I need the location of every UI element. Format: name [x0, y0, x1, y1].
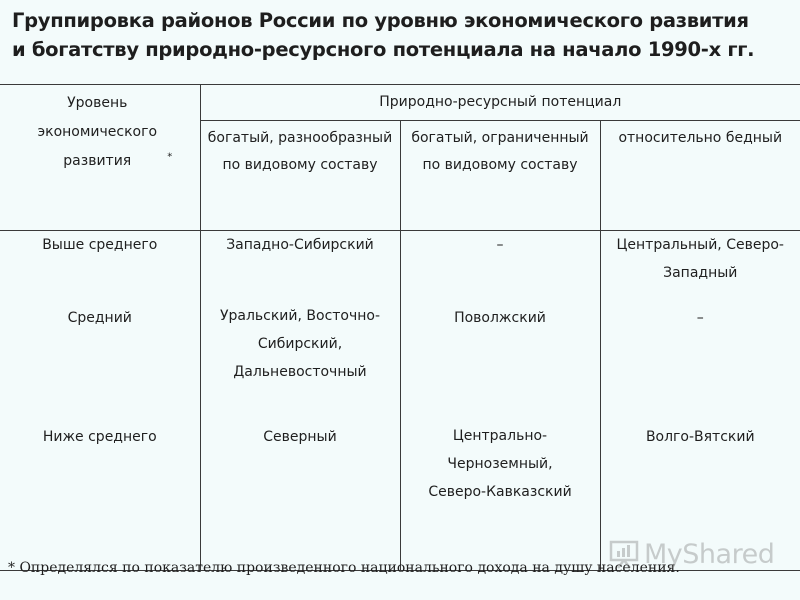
region-entry: Западно-Сибирский — [226, 237, 374, 253]
region-entry: Поволжский — [454, 310, 546, 326]
subheader-relatively-poor: относительно бедный — [600, 121, 800, 231]
header-potential-text: Природно-ресурсный потенциал — [379, 94, 622, 110]
page-title — [12, 6, 792, 64]
watermark — [608, 537, 774, 571]
region-entry: Волго-Вятский — [645, 429, 755, 445]
region-entry: Центральный, Северо-Западный — [616, 237, 784, 281]
region-entry: – — [496, 237, 504, 253]
header-potential-cell — [200, 85, 800, 121]
level-column-cell — [0, 231, 200, 571]
title-line-2: и богатству природно-ресурсного потенциала на начало 1990-х гг. — [12, 38, 755, 61]
title-line-1: Группировка районов России по уровню экономического развития — [12, 9, 749, 32]
header-level-mark: * — [167, 151, 173, 163]
subheader-rich-diverse: богатый, разнообразный по видовому составу — [200, 121, 400, 231]
relatively-poor-column-cell — [600, 231, 800, 571]
region-entry: Уральский, Восточно-Сибирский, Дальневосточный — [219, 308, 381, 380]
region-entry: – — [696, 310, 704, 326]
header-level-cell — [0, 85, 200, 231]
footnote: * Определялся по показателю произведенного национального дохода на душу населения. — [8, 560, 680, 576]
level-average: Средний — [67, 310, 132, 326]
regions-table-container — [0, 84, 800, 570]
region-entry: Северный — [263, 429, 337, 445]
regions-table — [0, 84, 800, 571]
level-below-average: Ниже среднего — [42, 429, 157, 445]
rich-diverse-column-cell — [200, 231, 400, 571]
level-above-average: Выше среднего — [42, 237, 158, 253]
presentation-board-icon — [608, 538, 640, 570]
region-entry: Центрально-Черноземный, Северо-Кавказский — [428, 428, 572, 500]
subheader-rich-limited: богатый, ограниченный по видовому составу — [400, 121, 600, 231]
rich-limited-column-cell — [400, 231, 600, 571]
watermark-text: MyShared — [644, 538, 775, 570]
header-level-text: Уровень экономического развития — [37, 95, 158, 169]
